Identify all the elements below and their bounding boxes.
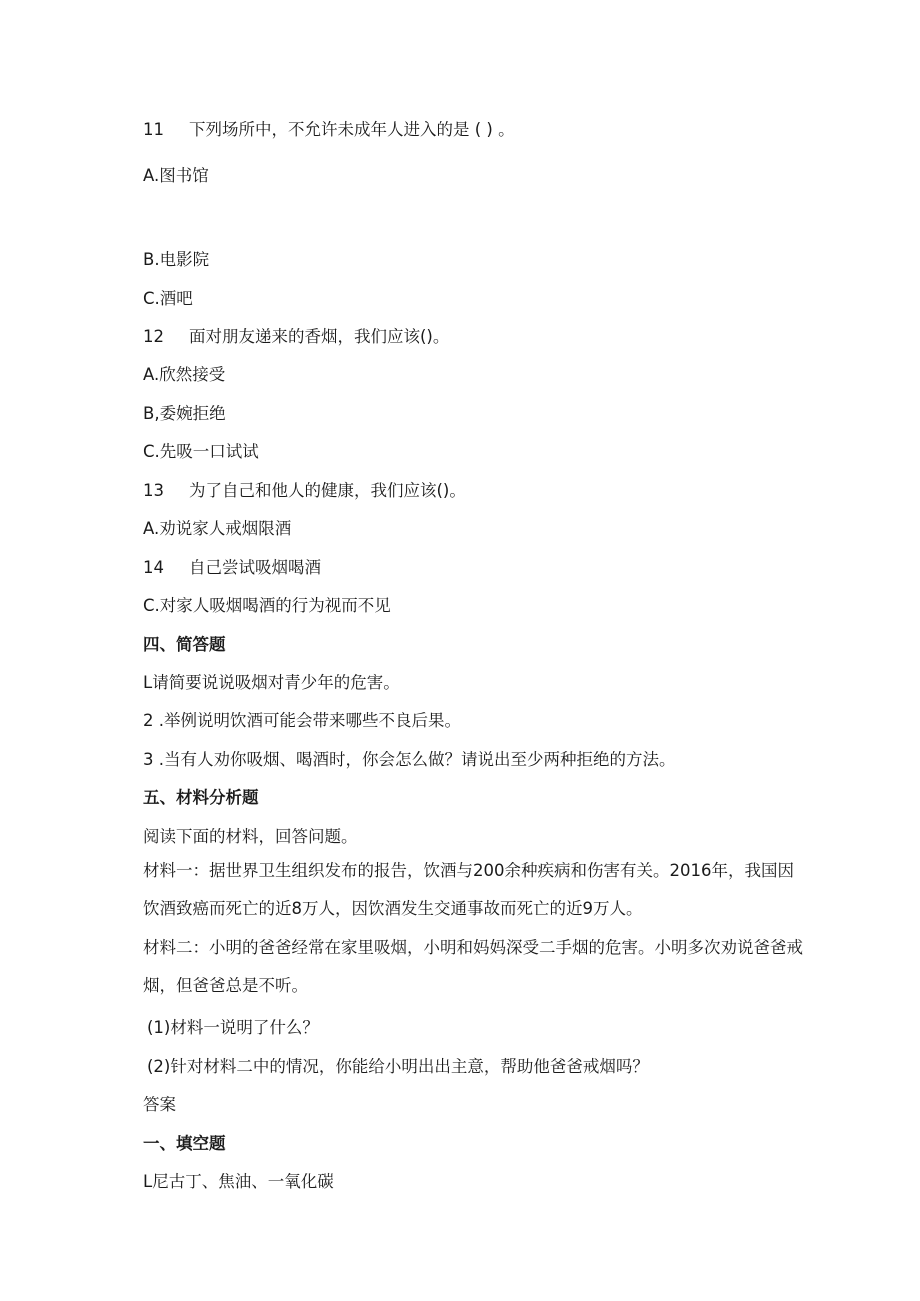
question-13	[143, 480, 466, 502]
option-a: A.图书馆	[143, 166, 209, 185]
question-12	[143, 326, 449, 348]
section-heading-fill-blank: 一、填空题	[143, 1134, 226, 1153]
question-number: 13	[143, 481, 164, 500]
answer-item: L尼古丁、焦油、一氧化碳	[143, 1172, 334, 1191]
short-answer-item: L请简要说说吸烟对青少年的危害。	[143, 673, 400, 692]
sub-question-2: (2)针对材料二中的情况，你能给小明出出主意，帮助他爸爸戒烟吗？	[147, 1057, 649, 1076]
option-b: B.电影院	[143, 250, 210, 269]
short-answer-item: 3 .当有人劝你吸烟、喝酒时，你会怎么做？请说出至少两种拒绝的方法。	[143, 750, 676, 769]
question-text: 面对朋友递来的香烟，我们应该()。	[189, 327, 450, 346]
sub-question-1: (1)材料一说明了什么？	[147, 1018, 319, 1037]
option-c: C.先吸一口试试	[143, 442, 259, 461]
question-text: 下列场所中，不允许未成年人进入的是 ( ) 。	[189, 120, 515, 139]
option-a: A.劝说家人戒烟限酒	[143, 519, 292, 538]
question-number: 11	[143, 120, 164, 139]
option-c: C.酒吧	[143, 289, 193, 308]
short-answer-item: 2 .举例说明饮酒可能会带来哪些不良后果。	[143, 711, 461, 730]
material-intro: 阅读下面的材料，回答问题。	[143, 827, 358, 846]
question-text: 自己尝试吸烟喝酒	[189, 558, 321, 577]
question-text: 为了自己和他人的健康，我们应该()。	[189, 481, 466, 500]
answers-label: 答案	[143, 1095, 176, 1114]
question-14	[143, 557, 321, 579]
option-c: C.对家人吸烟喝酒的行为视而不见	[143, 596, 391, 615]
question-number: 12	[143, 327, 164, 346]
option-a: A.欣然接受	[143, 365, 226, 384]
question-number: 14	[143, 558, 164, 577]
question-11	[143, 119, 515, 141]
section-heading-material-analysis: 五、材料分析题	[143, 788, 259, 807]
section-heading-short-answer: 四、简答题	[143, 635, 226, 654]
material-one: 材料一：据世界卫生组织发布的报告，饮酒与200余种疾病和伤害有关。2016年，我国因饮酒致癌而死亡的近8万人，因饮酒发生交通事故而死亡的近9万人。	[143, 861, 794, 918]
option-b: B,委婉拒绝	[143, 404, 226, 423]
material-two: 材料二：小明的爸爸经常在家里吸烟，小明和妈妈深受二手烟的危害。小明多次劝说爸爸戒烟，但爸爸总是不听。	[143, 938, 803, 995]
